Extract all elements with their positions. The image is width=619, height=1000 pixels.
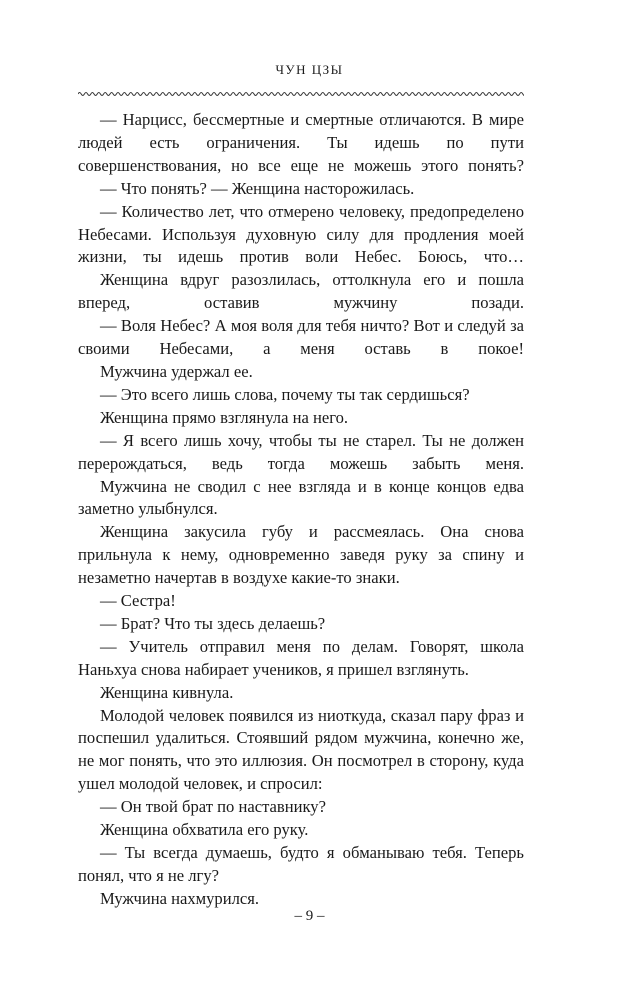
- paragraph: — Учитель отправил меня по делам. Говорят, школа Наньхуа снова набирает учеников, я пришел взглянуть.: [78, 636, 524, 679]
- paragraph: Женщина прямо взглянула на него.: [100, 407, 349, 427]
- paragraph: Женщина закусила губу и рассмеялась. Она снова прильнула к нему, одновременно заведя руку за спину и незаметно начертав в воздухе какие-то знаки.: [78, 522, 524, 588]
- paragraph: — Воля Небес? А моя воля для тебя ничто? Вот и следуй за своими Небесами, а меня оставь в покое!: [78, 316, 524, 359]
- paragraph: Женщина обхватила его руку.: [100, 820, 309, 840]
- paragraph: — Это всего лишь слова, почему ты так сердишься?: [100, 384, 470, 404]
- paragraph: — Ты всегда думаешь, будто я обманываю тебя. Теперь понял, что я не лгу?: [78, 843, 524, 885]
- paragraph: — Количество лет, что отмерено человеку, предопределено Небесами. Используя духовную силу для продления моей жизни, ты идешь против воли Небес. Боюсь, что…: [78, 201, 524, 267]
- running-title: ЧУН ЦЗЫ: [275, 62, 344, 77]
- paragraph: Мужчина нахмурился.: [100, 888, 260, 908]
- paragraph: Молодой человек появился из ниоткуда, сказал пару фраз и поспешил удалиться. Стоявший рядом мужчина, конечно же, не мог понять, что это иллюзия. Он посмотрел в сторону, куда ушел молодой человек, и спросил:: [78, 705, 524, 794]
- body-text: [78, 109, 524, 911]
- paragraph: Мужчина не сводил с нее взгляда и в конце концов едва заметно улыбнулся.: [78, 476, 524, 519]
- page-number: – 9 –: [294, 908, 325, 924]
- paragraph: — Он твой брат по наставнику?: [100, 797, 326, 817]
- paragraph: — Брат? Что ты здесь делаешь?: [100, 613, 326, 633]
- paragraph: — Сестра!: [100, 591, 176, 611]
- wavy-rule-divider: [78, 90, 524, 98]
- paragraph: Мужчина удержал ее.: [100, 361, 253, 381]
- paragraph: — Я всего лишь хочу, чтобы ты не старел. Ты не должен перерождаться, ведь тогда можешь забыть меня.: [78, 430, 524, 473]
- paragraph: — Что понять? — Женщина насторожилась.: [100, 178, 415, 198]
- paragraph: Женщина кивнула.: [100, 682, 234, 702]
- paragraph: — Нарцисс, бессмертные и смертные отличаются. В мире людей есть ограничения. Ты идешь по пути совершенствования, но все еще не можешь этого понять?: [78, 110, 524, 175]
- paragraph: Женщина вдруг разозлилась, оттолкнула его и пошла вперед, оставив мужчину позади.: [78, 270, 524, 313]
